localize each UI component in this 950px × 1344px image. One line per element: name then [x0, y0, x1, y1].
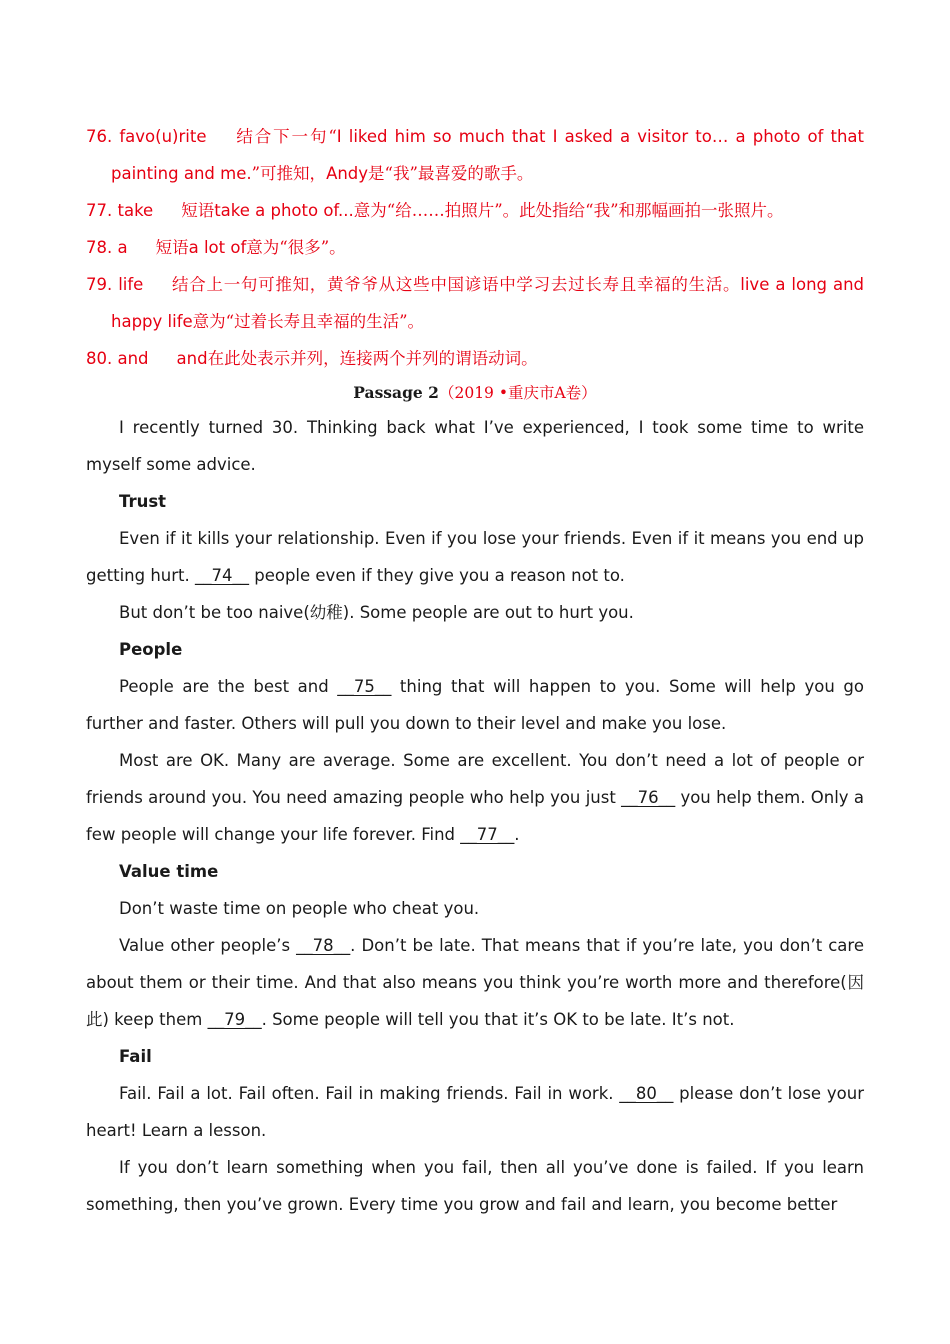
paragraph-fail: Fail. Fail a lot. Fail often. Fail in making friends. Fail in work. __80__ please don’t lose your heart! Learn a lesson. [86, 1084, 864, 1140]
document-page [86, 118, 864, 1223]
blank-80: __80__ [619, 1084, 674, 1103]
answer-76: 76. favo(u)rite 结合下一句“I liked him so much that I asked a visitor to… a photo of that painting and me.”可推知，Andy是“我”最喜爱的歌手。 [86, 127, 864, 183]
blank-74: __74__ [194, 566, 249, 585]
section-heading-trust: Trust [119, 492, 167, 511]
paragraph-cheat: Don’t waste time on people who cheat you. [119, 899, 480, 918]
paragraph-friends: Most are OK. Many are average. Some are excellent. You don’t need a lot of people or friends around you. You need amazing people who help you just __76__ you help them. Only a few people will change your life forever. Find __77__. [86, 751, 864, 844]
section-heading-value-time: Value time [119, 862, 219, 881]
blank-75: __75__ [337, 677, 392, 696]
answer-key [86, 118, 864, 377]
paragraph-learn: If you don’t learn something when you fail, then all you’ve done is failed. If you learn something, then you’ve grown. Every time you grow and fail and learn, you become better [86, 1158, 864, 1214]
answer-77: 77. take 短语take a photo of...意为“给……拍照片”。此处指给“我”和那幅画拍一张照片。 [86, 201, 784, 220]
answer-79: 79. life 结合上一句可推知，黄爷爷从这些中国谚语中学习去过长寿且幸福的生活。live a long and happy life意为“过着长寿且幸福的生活”。 [86, 275, 865, 331]
section-heading-people: People [119, 640, 183, 659]
blank-76: __76__ [621, 788, 676, 807]
blank-79: __79__ [207, 1010, 262, 1029]
paragraph-intro: I recently turned 30. Thinking back what I’ve experienced, I took some time to write myself some advice. [86, 418, 864, 474]
passage-source: （2019 •重庆市A卷） [438, 384, 597, 402]
paragraph-trust: Even if it kills your relationship. Even if you lose your friends. Even if it means you end up getting hurt. __74__ people even if they give you a reason not to. [86, 529, 864, 585]
blank-77: __77__ [460, 825, 515, 844]
passage-body [86, 409, 864, 1223]
section-heading-fail: Fail [119, 1047, 152, 1066]
paragraph-people: People are the best and __75__ thing that will happen to you. Some will help you go further and faster. Others will pull you down to their level and make you lose. [86, 677, 864, 733]
answer-78: 78. a 短语a lot of意为“很多”。 [86, 238, 346, 257]
answer-80: 80. and and在此处表示并列，连接两个并列的谓语动词。 [86, 349, 538, 368]
paragraph-naive: But don’t be too naive(幼稚). Some people are out to hurt you. [119, 603, 634, 622]
passage-title: Passage 2（2019 •重庆市A卷） [353, 383, 597, 402]
paragraph-value: Value other people’s __78__. Don’t be late. That means that if you’re late, you don’t care about them or their time. And that also means you think you’re worth more and therefore(因此) keep them __79__. Some people will tell you that it’s OK to be late. It’s not. [86, 936, 865, 1029]
blank-78: __78__ [296, 936, 351, 955]
